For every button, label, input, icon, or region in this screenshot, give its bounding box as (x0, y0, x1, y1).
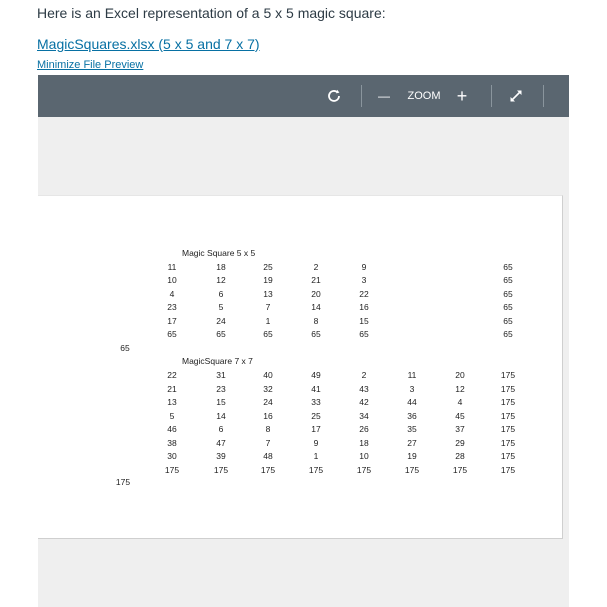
sheet-cell: 175 (308, 464, 324, 475)
sheet-cell: 175 (356, 464, 372, 475)
sheet-cell: 175 (452, 464, 468, 475)
toolbar-divider (491, 85, 492, 107)
sheet-cell: 25 (311, 410, 321, 421)
sheet-cell: 3 (409, 383, 415, 394)
sheet-cell: 11 (407, 370, 417, 380)
sheet-cell: 7 (265, 437, 271, 448)
sheet-cell: 46 (167, 424, 177, 434)
sheet-cell: 32 (263, 383, 273, 394)
sheet-cell: 19 (263, 275, 273, 286)
square7-title: MagicSquare 7 x 7 (182, 356, 253, 366)
sheet-cell: 11 (167, 262, 177, 272)
sheet-cell: 65 (503, 262, 513, 272)
sheet-cell: 36 (407, 410, 417, 421)
sheet-cell: 3 (361, 275, 367, 286)
sheet-cell: 40 (263, 370, 273, 380)
zoom-out-button[interactable]: — (378, 89, 390, 103)
sheet-cell: 16 (359, 302, 369, 313)
intro-text: Here is an Excel representation of a 5 x 5 magic square: (37, 5, 386, 21)
sheet-cell: 2 (313, 262, 319, 272)
minimize-preview-link[interactable]: Minimize File Preview (37, 59, 144, 71)
zoom-label: ZOOM (407, 90, 441, 102)
sheet-cell: 25 (263, 262, 273, 272)
sheet-cell: 29 (455, 437, 465, 448)
sheet-cell: 175 (500, 451, 516, 461)
sheet-cell: 21 (167, 383, 177, 394)
zoom-in-button[interactable]: + (456, 85, 468, 106)
sheet-cell: 43 (359, 383, 369, 394)
sheet-cell: 175 (500, 410, 516, 421)
sheet-cell: 2 (361, 370, 367, 380)
file-preview-viewer (38, 75, 569, 607)
sheet-cell: 22 (359, 288, 369, 299)
sheet-cell: 1 (265, 315, 271, 326)
fullscreen-button[interactable] (504, 75, 528, 117)
sheet-cell: 19 (407, 451, 417, 461)
sheet-cell: 65 (503, 275, 513, 286)
sheet-cell: 24 (216, 315, 226, 326)
sheet-cell: 17 (311, 424, 321, 434)
sheet-cell: 49 (311, 370, 321, 380)
sheet-cell: 17 (167, 315, 177, 326)
sheet-cell: 65 (167, 329, 177, 339)
sheet-cell: 175 (404, 464, 420, 475)
sheet-cell: 8 (265, 424, 271, 434)
rotate-icon (326, 88, 342, 104)
sheet-cell: 10 (359, 451, 369, 461)
sheet-cell: 20 (455, 370, 465, 380)
sheet-cell: 23 (216, 383, 226, 394)
sheet-cell: 65 (216, 329, 226, 339)
sheet-cell: 21 (311, 275, 321, 286)
sheet-cell: 175 (213, 464, 229, 475)
sheet-cell: 31 (216, 370, 226, 380)
sheet-cell: 14 (216, 410, 226, 421)
sheet-cell: 15 (359, 315, 369, 326)
sheet-cell: 175 (500, 397, 516, 407)
sheet-cell: 13 (167, 397, 177, 407)
square7-outside-total: 175 (115, 477, 131, 487)
sheet-cell: 175 (500, 383, 516, 394)
sheet-cell: 4 (457, 397, 463, 407)
sheet-cell: 175 (164, 464, 180, 475)
sheet-cell: 39 (216, 451, 226, 461)
sheet-cell: 13 (263, 288, 273, 299)
sheet-cell: 65 (503, 329, 513, 339)
sheet-cell: 8 (313, 315, 319, 326)
sheet-cell: 65 (359, 329, 369, 339)
file-link[interactable]: MagicSquares.xlsx (5 x 5 and 7 x 7) (37, 36, 260, 52)
sheet-cell: 175 (260, 464, 276, 475)
sheet-cell: 22 (167, 370, 177, 380)
sheet-cell: 45 (455, 410, 465, 421)
expand-icon (508, 88, 524, 104)
sheet-cell: 34 (359, 410, 369, 421)
sheet-cell: 12 (216, 275, 226, 286)
sheet-cell: 30 (167, 451, 177, 461)
sheet-cell: 6 (218, 424, 224, 434)
sheet-cell: 24 (263, 397, 273, 407)
sheet-cell: 48 (263, 451, 273, 461)
sheet-cell: 175 (500, 437, 516, 448)
sheet-cell: 38 (167, 437, 177, 448)
sheet-cell: 35 (407, 424, 417, 434)
sheet-cell: 26 (359, 424, 369, 434)
sheet-cell: 15 (216, 397, 226, 407)
sheet-cell: 18 (216, 262, 226, 272)
sheet-cell: 28 (455, 451, 465, 461)
sheet-cell: 10 (167, 275, 177, 286)
sheet-cell: 20 (311, 288, 321, 299)
sheet-cell: 1 (313, 451, 319, 461)
sheet-cell: 9 (361, 262, 367, 272)
sheet-cell: 42 (359, 397, 369, 407)
sheet-cell: 5 (218, 302, 224, 313)
sheet-cell: 65 (263, 329, 273, 339)
sheet-cell: 65 (503, 315, 513, 326)
sheet-cell: 16 (263, 410, 273, 421)
sheet-cell: 4 (169, 288, 175, 299)
spreadsheet-page (38, 195, 563, 539)
sheet-cell: 44 (407, 397, 417, 407)
sheet-cell: 23 (167, 302, 177, 313)
sheet-cell: 12 (455, 383, 465, 394)
sheet-cell: 65 (503, 302, 513, 313)
rotate-button[interactable] (320, 75, 348, 117)
square5-outside-total: 65 (120, 343, 130, 353)
sheet-cell: 14 (311, 302, 321, 313)
sheet-cell: 9 (313, 437, 319, 448)
toolbar-divider (361, 85, 362, 107)
sheet-cell: 175 (500, 424, 516, 434)
sheet-cell: 27 (407, 437, 417, 448)
toolbar-divider (543, 85, 544, 107)
sheet-cell: 47 (216, 437, 226, 448)
sheet-cell: 65 (503, 288, 513, 299)
sheet-cell: 65 (311, 329, 321, 339)
square5-title: Magic Square 5 x 5 (182, 248, 256, 258)
sheet-cell: 37 (455, 424, 465, 434)
sheet-cell: 6 (218, 288, 224, 299)
sheet-cell: 5 (169, 410, 175, 421)
sheet-cell: 175 (500, 370, 516, 380)
sheet-cell: 18 (359, 437, 369, 448)
sheet-cell: 41 (311, 383, 321, 394)
sheet-cell: 33 (311, 397, 321, 407)
sheet-cell: 175 (500, 464, 516, 475)
sheet-cell: 7 (265, 302, 271, 313)
preview-toolbar (38, 75, 569, 117)
